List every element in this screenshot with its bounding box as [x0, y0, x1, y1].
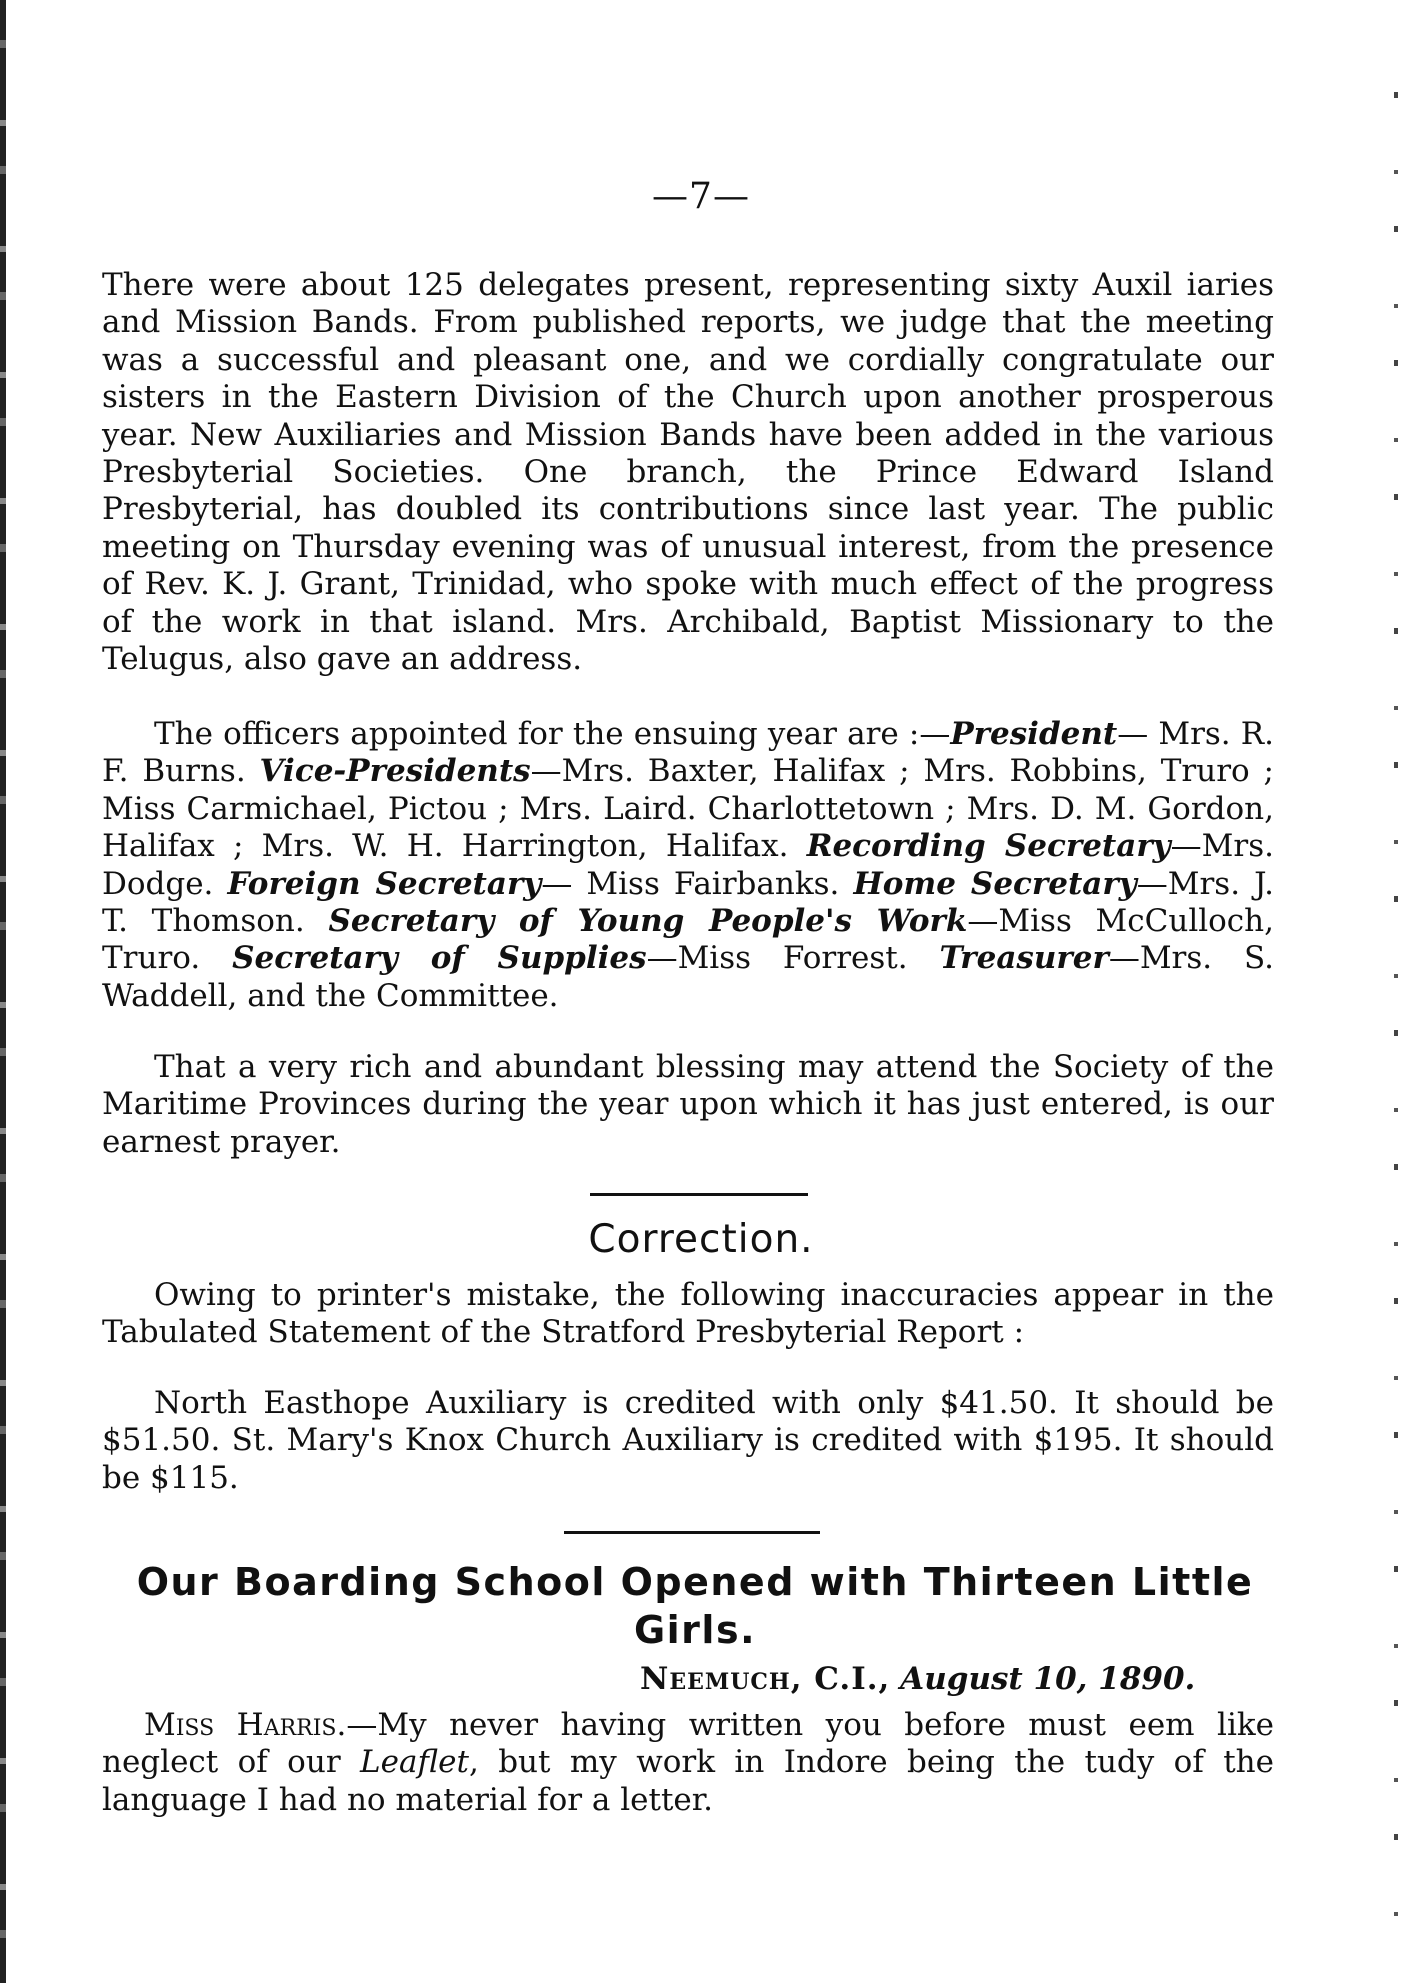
- dateline-date: August 10, 1890.: [900, 1661, 1196, 1697]
- treasurer-label: Treasurer: [939, 940, 1109, 977]
- letter-text-end: , but my work in Indore being the tudy of the language I had no material for a letter.: [102, 1744, 1274, 1818]
- vice-presidents-names: —Mrs. Baxter, Halifax ; Mrs. Robbins, Truro ; Miss Carmichael, Pictou ; Mrs. Laird. Charlottetown ; Mrs. D. M. Gordon, Halifax ; Mrs. W. H. Harrington, Halifax.: [102, 753, 1274, 865]
- foreign-secretary-label: Foreign Secretary: [227, 865, 542, 902]
- supplies-secretary-label: Secretary of Supplies: [232, 940, 647, 977]
- paragraph-correction-intro: Owing to printer's mistake, the following inaccuracies appear in the Tabulated Statement of the Stratford Presbyterial Report :: [102, 1277, 1274, 1351]
- leaflet-title: Leaflet: [360, 1744, 469, 1781]
- supplies-secretary-name: —Miss Forrest.: [646, 940, 908, 977]
- dateline-place: Neemuch, C.I.,: [640, 1661, 891, 1697]
- foreign-secretary-name: — Miss Fairbanks.: [541, 865, 840, 902]
- officers-intro: The officers appointed for the ensuing year are :—: [154, 716, 951, 752]
- home-secretary-label: Home Secretary: [853, 865, 1137, 902]
- recording-secretary-name: —Mrs. Dodge.: [102, 828, 1274, 902]
- treasurer-name: —Mrs. S. Waddell, and the Committee.: [102, 940, 1274, 1014]
- recording-secretary-label: Recording Secretary: [806, 828, 1171, 865]
- paragraph-delegates: There were about 125 delegates present, representing sixty Auxil iaries and Mission Bands. From published reports, we judge that the meeting was a successful and pleasant one, and we cordially congratulate our sisters in the Eastern Division of the Church upon another prosperous year. New Auxiliaries and Mission Bands have been added in the various Presbyterial Societies. One branch, the Prince Edward Island Presbyterial, has doubled its contributions since last year. The public meeting on Thursday evening was of unusual interest, from the presence of Rev. K. J. Grant, Trinidad, who spoke with much effect of the progress of the work in that island. Mrs. Archibald, Baptist Missionary to the Telugus, also gave an address.: [102, 267, 1274, 678]
- paragraph-letter: [102, 1707, 1274, 1819]
- page-number: —7—: [652, 176, 750, 217]
- letter-dateline: [640, 1661, 1195, 1697]
- home-secretary-name: —Mrs. J. T. Thomson.: [102, 865, 1274, 940]
- section-divider: [564, 1531, 820, 1534]
- section-divider: [590, 1193, 808, 1196]
- boarding-school-heading: Our Boarding School Opened with Thirteen Little Girls.: [136, 1560, 1254, 1652]
- president-name: — Mrs. R. F. Burns.: [102, 716, 1274, 790]
- young-peoples-secretary-name: —Miss McCulloch, Truro.: [102, 903, 1274, 977]
- paragraph-officers: [102, 716, 1274, 1015]
- vice-presidents-label: Vice-Presidents: [259, 753, 531, 790]
- letter-text-start: —My never having written you before must eem like neglect of our: [102, 1707, 1274, 1781]
- correction-heading: Correction.: [588, 1217, 814, 1262]
- paragraph-correction-details: North Easthope Auxiliary is credited with only $41.50. It should be $51.50. St. Mary's Knox Church Auxiliary is credited with $195. It should be $115.: [102, 1385, 1274, 1496]
- president-label: President: [950, 716, 1118, 752]
- scan-edge-right: [1394, 40, 1398, 1940]
- young-peoples-secretary-label: Secretary of Young People's Work: [328, 903, 968, 940]
- letter-writer-name: Miss Harris.: [144, 1707, 347, 1743]
- scan-edge-left: [0, 0, 6, 1983]
- paragraph-blessing: That a very rich and abundant blessing may attend the Society of the Maritime Provinces during the year upon which it has just entered, is our earnest prayer.: [102, 1049, 1274, 1160]
